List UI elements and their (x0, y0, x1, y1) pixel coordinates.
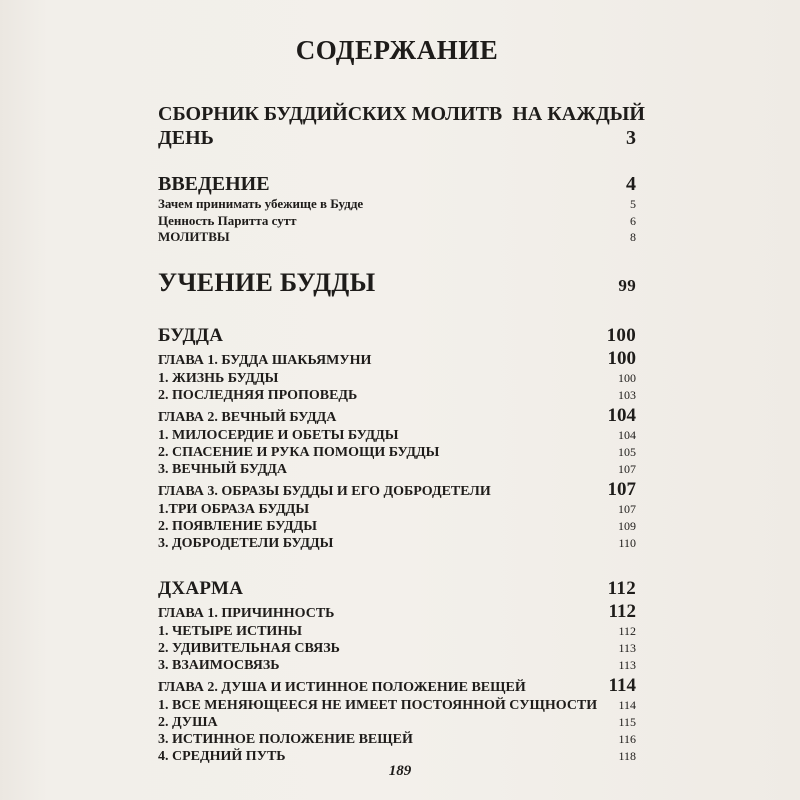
toc-item (158, 387, 636, 404)
toc-item (158, 657, 636, 674)
entry-label: УЧЕНИЕ БУДДЫ (158, 267, 376, 297)
toc-item (158, 518, 636, 535)
page-number: 116 (618, 731, 636, 746)
entry-label: ДЕНЬ (158, 127, 214, 149)
page-number: 113 (618, 640, 636, 655)
page-number: 110 (618, 535, 636, 550)
page-number: 114 (618, 697, 636, 712)
toc-chapter (158, 600, 636, 674)
entry-label: 1.ТРИ ОБРАЗА БУДДЫ (158, 501, 310, 517)
page-number: 5 (630, 197, 636, 211)
toc-item (158, 370, 636, 387)
entry-label: 1. ВСЕ МЕНЯЮЩЕЕСЯ НЕ ИМЕЕТ ПОСТОЯННОЙ СУЩНОСТИ (158, 697, 598, 713)
page-number: 3 (626, 127, 636, 149)
page-number: 103 (618, 387, 636, 402)
page-number: 107 (618, 461, 636, 476)
toc-entry-introduction (158, 172, 636, 246)
toc-item (158, 714, 636, 731)
page-number: 107 (618, 501, 636, 516)
page-number: 6 (630, 213, 636, 228)
entry-label: Ценность Паритта сутт (158, 212, 297, 228)
page-number-footer: 189 (388, 763, 412, 779)
entry-label: ВВЕДЕНИЕ (158, 173, 270, 195)
page-number: 104 (618, 427, 636, 442)
toc-heading: СОДЕРЖАНИЕ (295, 35, 499, 65)
page-number: 113 (618, 657, 636, 672)
page-number: 100 (618, 370, 636, 385)
page-number: 112 (608, 600, 636, 622)
chapter-title: ГЛАВА 2. ВЕЧНЫЙ БУДДА (158, 409, 337, 425)
section-title: БУДДА (158, 324, 224, 346)
toc-section-dharma (158, 578, 636, 765)
entry-label: 4. СРЕДНИЙ ПУТЬ (158, 748, 286, 764)
chapter-title: ГЛАВА 3. ОБРАЗЫ БУДДЫ И ЕГО ДОБРОДЕТЕЛИ (158, 483, 491, 499)
toc-item (158, 196, 636, 213)
toc-item (158, 697, 636, 714)
toc-item (158, 444, 636, 461)
entry-label: 3. ВЕЧНЫЙ БУДДА (158, 461, 287, 477)
page-number: 118 (618, 748, 636, 763)
page-number: 112 (618, 623, 636, 638)
entry-label: 1. ЧЕТЫРЕ ИСТИНЫ (158, 623, 302, 639)
entry-label: Зачем принимать убежище в Будде (158, 196, 364, 211)
page-number: 105 (618, 444, 636, 459)
page-number: 115 (618, 714, 636, 729)
toc-section-buddha (158, 325, 636, 552)
entry-label: СБОРНИК БУДДИЙСКИХ МОЛИТВ НА КАЖДЫЙ (158, 103, 645, 125)
page-number: 4 (626, 173, 636, 195)
toc-item (158, 623, 636, 640)
page-number: 107 (607, 478, 636, 500)
table-of-contents (158, 30, 645, 765)
entry-label: 3. ДОБРОДЕТЕЛИ БУДДЫ (158, 535, 334, 551)
toc-item (158, 535, 636, 552)
entry-label: МОЛИТВЫ (158, 229, 230, 244)
entry-label: 3. ИСТИННОЕ ПОЛОЖЕНИЕ ВЕЩЕЙ (158, 731, 413, 747)
toc-entry-teaching (158, 268, 636, 301)
toc-item (158, 213, 636, 230)
toc-chapter (158, 404, 636, 478)
toc-chapter (158, 347, 636, 404)
page-number: 104 (607, 404, 636, 426)
chapter-title: ГЛАВА 1. БУДДА ШАКЬЯМУНИ (158, 352, 372, 368)
page-number: 100 (607, 347, 636, 369)
toc-entry-collection (158, 102, 645, 150)
entry-label: 2. СПАСЕНИЕ И РУКА ПОМОЩИ БУДДЫ (158, 444, 440, 460)
toc-item (158, 229, 636, 246)
toc-item (158, 461, 636, 478)
entry-label: 2. ДУША (158, 714, 218, 730)
toc-item (158, 731, 636, 748)
page-number: 114 (608, 674, 636, 696)
chapter-title: ГЛАВА 2. ДУША И ИСТИННОЕ ПОЛОЖЕНИЕ ВЕЩЕЙ (158, 679, 526, 695)
toc-item (158, 748, 636, 765)
toc-item (158, 640, 636, 657)
toc-item (158, 427, 636, 444)
entry-label: 2. ПОСЛЕДНЯЯ ПРОПОВЕДЬ (158, 387, 358, 403)
chapter-title: ГЛАВА 1. ПРИЧИННОСТЬ (158, 605, 335, 621)
toc-chapter (158, 478, 636, 552)
page-number: 8 (630, 230, 636, 244)
toc-chapter (158, 674, 636, 765)
section-title: ДХАРМА (158, 577, 244, 599)
page-number: 109 (618, 518, 636, 533)
entry-label: 3. ВЗАИМОСВЯЗЬ (158, 657, 280, 673)
page-number: 112 (607, 577, 636, 599)
page-number: 99 (618, 275, 636, 295)
entry-label: 2. ПОЯВЛЕНИЕ БУДДЫ (158, 518, 318, 534)
entry-label: 1. ЖИЗНЬ БУДДЫ (158, 370, 279, 386)
entry-label: 1. МИЛОСЕРДИЕ И ОБЕТЫ БУДДЫ (158, 427, 399, 443)
page-number: 100 (606, 324, 636, 346)
entry-label: 2. УДИВИТЕЛЬНАЯ СВЯЗЬ (158, 640, 340, 656)
toc-item (158, 501, 636, 518)
